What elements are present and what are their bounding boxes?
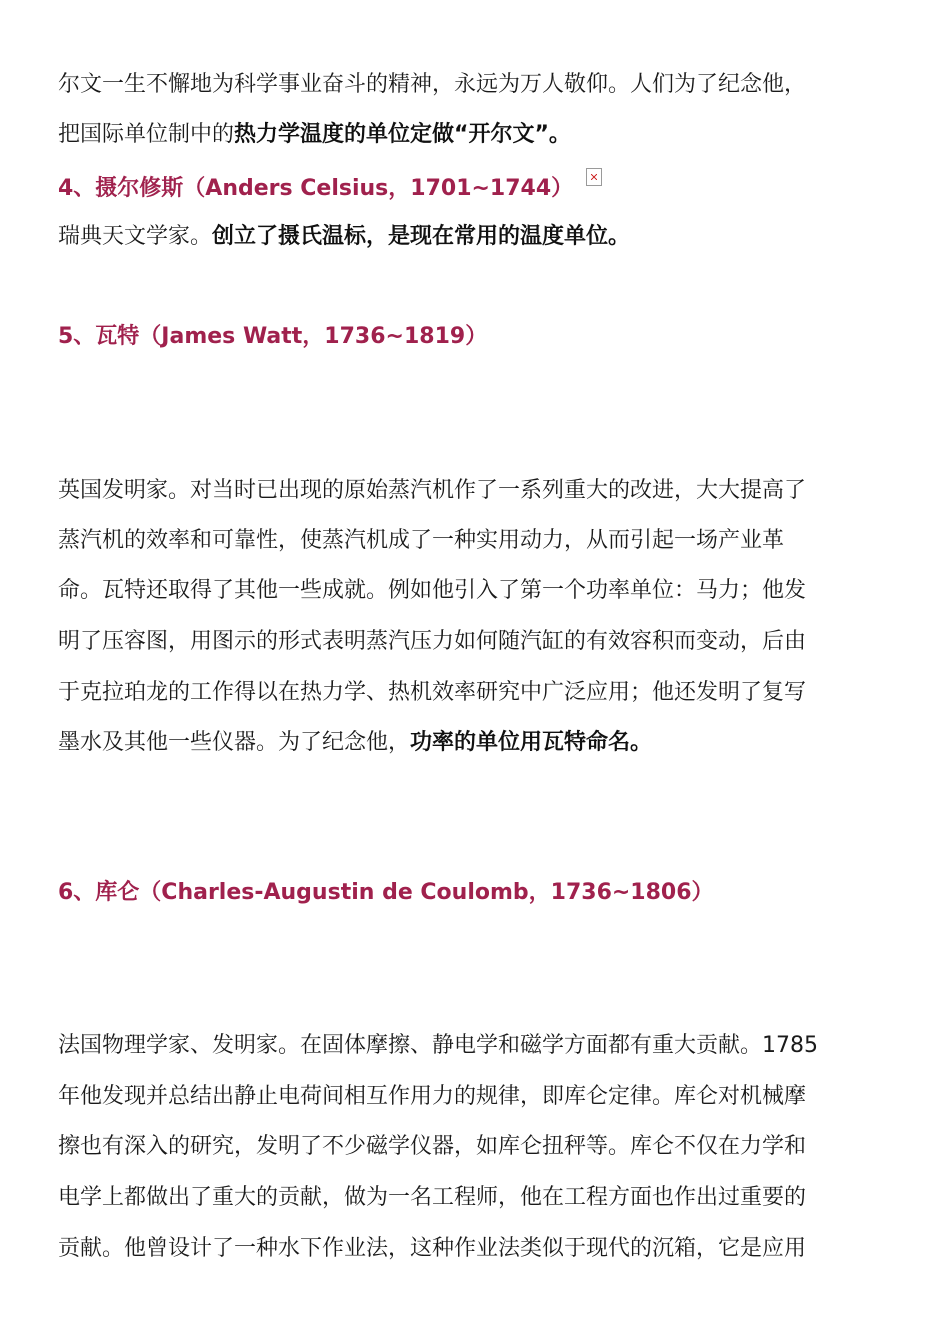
watt-line-2: 蒸汽机的效率和可靠性，使蒸汽机成了一种实用动力，从而引起一场产业革 — [58, 528, 785, 553]
watt-line-6-emphasis: 功率的单位用瓦特命名。 — [410, 730, 653, 755]
watt-line-1: 英国发明家。对当时已出现的原始蒸汽机作了一系列重大的改进，大大提高了 — [58, 478, 807, 503]
intro-line-2-emphasis: 热力学温度的单位定做“开尔文”。 — [234, 122, 571, 147]
watt-line-6-text: 墨水及其他一些仪器。为了纪念他， — [58, 730, 411, 755]
coulomb-line-1: 法国物理学家、发明家。在固体摩擦、静电学和磁学方面都有重大贡献。1785 — [58, 1033, 818, 1058]
coulomb-line-4: 电学上都做出了重大的贡献，做为一名工程师，他在工程方面也作出过重要的 — [58, 1185, 807, 1210]
watt-line-4: 明了压容图，用图示的形式表明蒸汽压力如何随汽缸的有效容积而变动，后由 — [58, 629, 807, 654]
heading-watt: 5、瓦特（James Watt，1736~1819） — [58, 324, 488, 349]
coulomb-line-2: 年他发现并总结出静止电荷间相互作用力的规律，即库仑定律。库仑对机械摩 — [58, 1084, 807, 1109]
coulomb-line-5: 贡献。他曾设计了一种水下作业法，这种作业法类似于现代的沉箱，它是应用 — [58, 1236, 807, 1261]
broken-image-icon — [586, 168, 602, 186]
intro-line-2 — [58, 120, 571, 150]
celsius-body — [58, 222, 630, 252]
watt-line-6 — [58, 728, 652, 758]
watt-line-3: 命。瓦特还取得了其他一些成就。例如他引入了第一个功率单位：马力；他发 — [58, 578, 807, 603]
celsius-body-emphasis: 创立了摄氏温标，是现在常用的温度单位。 — [212, 224, 631, 249]
heading-celsius: 4、摄尔修斯（Anders Celsius，1701~1744） — [58, 176, 574, 201]
intro-line-2-text: 把国际单位制中的 — [58, 122, 235, 147]
intro-line-1: 尔文一生不懈地为科学事业奋斗的精神，永远为万人敬仰。人们为了纪念他， — [58, 72, 807, 97]
heading-coulomb: 6、库仑（Charles-Augustin de Coulomb，1736~1806） — [58, 880, 714, 905]
celsius-body-text: 瑞典天文学家。 — [58, 224, 213, 249]
coulomb-line-3: 擦也有深入的研究，发明了不少磁学仪器，如库仑扭秤等。库仑不仅在力学和 — [58, 1134, 807, 1159]
watt-line-5: 于克拉珀龙的工作得以在热力学、热机效率研究中广泛应用；他还发明了复写 — [58, 680, 807, 705]
